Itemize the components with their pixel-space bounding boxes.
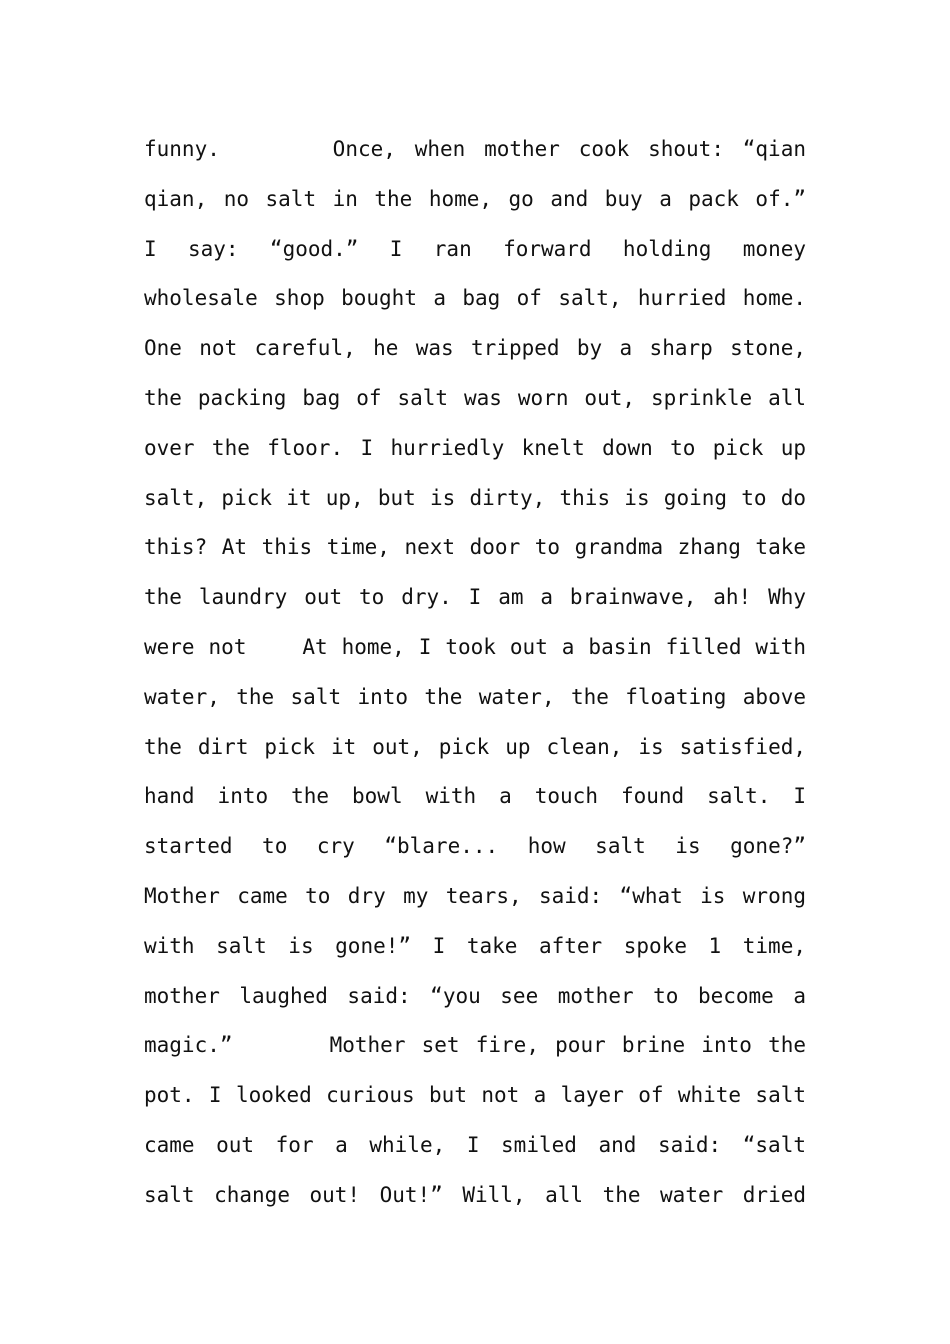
text-line: magic.” Mother set fire, pour brine into the (144, 1033, 806, 1058)
text-line: wholesale shop bought a bag of salt, hurried home. (144, 286, 806, 311)
text-line: the dirt pick it out, pick up clean, is satisfied, (144, 734, 806, 759)
text-line: with salt is gone!” I take after spoke 1 time, (144, 933, 806, 958)
text-line: hand into the bowl with a touch found salt. I (144, 784, 806, 809)
text-line: I say: “good.” I ran forward holding money (144, 236, 806, 261)
text-line: One not careful, he was tripped by a sharp stone, (144, 336, 806, 361)
text-line: started to cry “blare... how salt is gone?” (144, 834, 806, 859)
text-line: water, the salt into the water, the floating above (144, 684, 806, 709)
body-text (144, 125, 806, 1221)
text-line: were not At home, I took out a basin filled with (144, 634, 806, 659)
text-line: Mother came to dry my tears, said: “what is wrong (144, 883, 806, 908)
text-line: salt change out! Out!” Will, all the water dried (144, 1182, 806, 1207)
text-line: this? At this time, next door to grandma zhang take (144, 535, 806, 560)
text-line: funny. Once, when mother cook shout: “qian (144, 137, 806, 161)
text-line: the laundry out to dry. I am a brainwave, ah! Why (144, 585, 806, 610)
text-line: mother laughed said: “you see mother to become a (144, 983, 806, 1008)
text-line: qian, no salt in the home, go and buy a pack of.” (144, 186, 806, 211)
text-line: salt, pick it up, but is dirty, this is going to do (144, 485, 806, 510)
text-line: pot. I looked curious but not a layer of white salt (144, 1083, 806, 1108)
text-line: over the floor. I hurriedly knelt down to pick up (144, 435, 806, 460)
text-line: came out for a while, I smiled and said: “salt (144, 1132, 806, 1157)
text-line: the packing bag of salt was worn out, sprinkle all (144, 385, 806, 410)
